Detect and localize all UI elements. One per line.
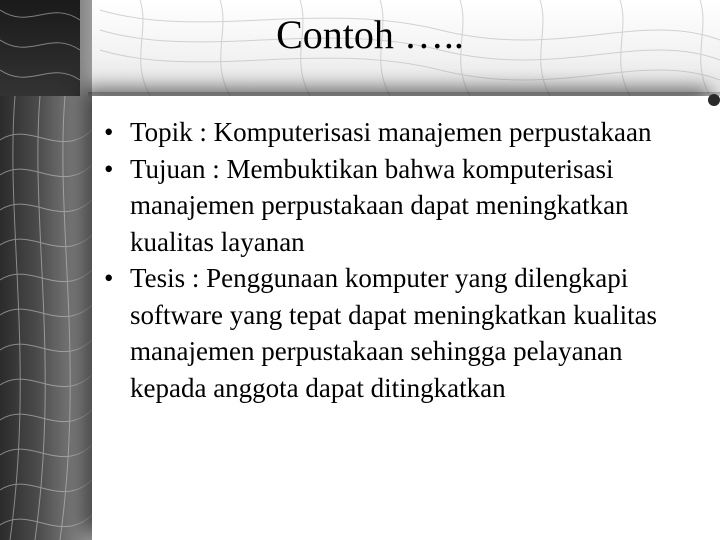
list-item-tujuan (104, 151, 704, 261)
list-item-text: Tujuan : Membuktikan bahwa komputerisasi manajemen perpustakaan dapat meningkatkan kualitas layanan (130, 153, 629, 257)
bullet-icon: • (104, 117, 114, 147)
slide-title: Contoh ….. (276, 12, 464, 57)
list-item-text: Topik : Komputerisasi manajemen perpustakaan (130, 117, 652, 147)
bullet-icon: • (104, 263, 114, 293)
decorative-dot (708, 94, 720, 106)
list-item-text: Tesis : Penggunaan komputer yang dilengkapi software yang tepat dapat meningkatkan kualitas manajemen perpustakaan sehingga pelayanan kepada anggota dapat ditingkatkan (130, 263, 658, 403)
bullet-list (104, 114, 704, 406)
list-item-topik (104, 114, 704, 151)
bullet-icon: • (104, 153, 114, 184)
list-item-tesis (104, 260, 704, 406)
